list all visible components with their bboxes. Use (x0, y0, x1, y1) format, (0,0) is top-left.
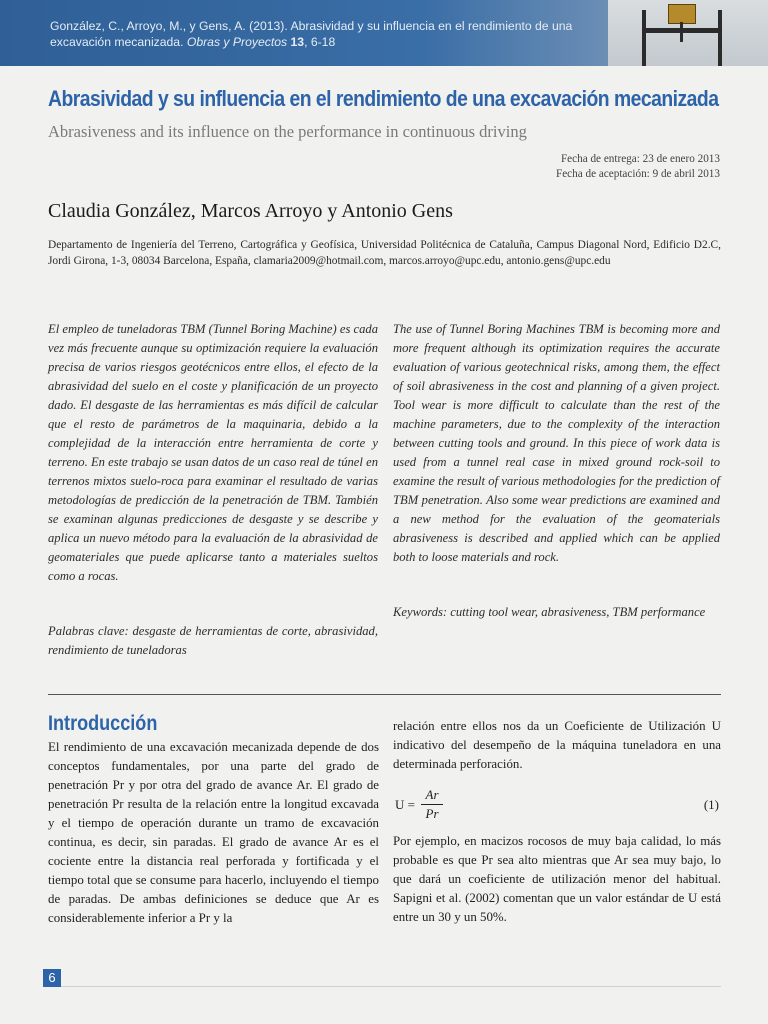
equation-lhs: U = (395, 797, 415, 812)
journal-pages: , 6-18 (304, 35, 336, 49)
journal-name: Obras y Proyectos (186, 35, 288, 49)
received-date: Fecha de entrega: 23 de enero 2013 (560, 153, 720, 165)
equation-fraction (421, 787, 443, 822)
keywords-english: Keywords: cutting tool wear, abrasiveness, TBM performance (393, 605, 706, 619)
abstract-english: The use of Tunnel Boring Machines TBM is becoming more and more frequent although its optimization requires the accurate evaluation of various geotechnical risks, among them, the effect of soil abrasiveness in the cost and planning of a given project. Tool wear is more difficult to calculate than the rest of the machine parameters, due to the complexity of the interaction between cutting tools and ground. In this piece of work data is used from a tunnel real case in mixed ground rock-soil to examine the result of various methodologies for the prediction of TBM penetration. Also some wear predictions are examined and a new method for the evaluation of the geomaterials abrasiveness is described and applied which can be applied both to loose materials and rock. (393, 322, 720, 564)
section-divider (48, 694, 721, 695)
journal-volume: 13 (290, 35, 305, 49)
keywords-spanish: Palabras clave: desgaste de herramientas de corte, abrasividad, rendimiento de tuneladoras (48, 624, 378, 657)
page-number: 6 (43, 969, 61, 987)
header-band (0, 0, 768, 66)
section-title-introduccion: Introducción (48, 712, 158, 735)
intro-paragraph-right-2: Por ejemplo, en macizos rocosos de muy baja calidad, lo más probable es que Pr sea alto mientras que Ar sea muy bajo, lo que dará un coeficiente de utilización menor del habitual. Sapigni et al. (2002) comentan que un valor estándar de U está entre un 30 y un 50%. (393, 834, 721, 924)
accepted-date: Fecha de aceptación: 9 de abril 2013 (555, 168, 720, 180)
fraction-bar (421, 804, 443, 805)
article-title-spanish: Abrasividad y su influencia en el rendimiento de una excavación mecanizada (48, 86, 719, 111)
header-photo-testing-rig (608, 0, 768, 66)
footer-rule (48, 986, 721, 987)
equation-number: (1) (703, 797, 719, 812)
author-list: Claudia González, Marcos Arroyo y Antonio Gens (48, 200, 453, 222)
citation-prefix: González, C., Arroyo, M., y Gens, A. (2013). Abrasividad y su influencia en el rendimiento de una excavación mecanizada. (50, 19, 573, 49)
intro-paragraph-right-1: relación entre ellos nos da un Coeficiente de Utilización U indicativo del desempeño de la máquina tuneladora en una determinada perforación. (393, 719, 721, 771)
abstract-spanish: El empleo de tuneladoras TBM (Tunnel Boring Machine) es cada vez más frecuente aunque su optimización requiere la evaluación precisa de varios riesgos geotécnicos entre ellos, el efecto de la abrasividad del suelo en el coste y planificación de un proyecto dado. El desgaste de las herramientas es más difícil de calcular que el resto de parámetros de la maquinaria, debido a la complejidad de la interacción entre herramienta de corte y terreno. En este trabajo se usan datos de un caso real de túnel en terrenos mixtos suelo-roca para examinar el resultado de varias metodologías de predicción de la penetración de TBM. También se examinan algunas predicciones de desgaste y se describe y aplica un nuevo método para la evaluación de la abrasividad de geomateriales que puede aplicarse tanto a materiales sueltos como a rocas. (48, 322, 378, 583)
article-title-english: Abrasiveness and its influence on the performance in continuous driving (48, 122, 527, 141)
equation-1 (395, 787, 721, 823)
author-affiliation: Departamento de Ingeniería del Terreno, Cartográfica y Geofísica, Universidad Politécnica de Cataluña, Campus Diagonal Nord, Edificio D2.C, Jordi Girona, 1-3, 08034 Barcelona, España, clamaria2009@hotmail.com, marcos.arroyo@upc.edu, antonio.gens@upc.edu (48, 239, 721, 267)
header-citation (50, 18, 610, 50)
submission-dates (556, 152, 720, 182)
equation-numerator: Ar (425, 787, 439, 802)
intro-paragraph-left: El rendimiento de una excavación mecanizada depende de dos conceptos fundamentales, por una parte del grado de penetración Pr y por otra del grado de avance Ar. El grado de penetración Pr resulta de la relación entre la longitud excavada y el tiempo de operación durante un tramo de excavación continua, es decir, sin paradas. El grado de avance Ar es el cociente entre la distancia real perforada y fortificada y el tiempo total que se consume para hacerlo, incluyendo el tiempo de paradas. De ambas definiciones se deduce que Ar es considerablemente inferior a Pr y la (48, 740, 379, 925)
equation-denominator: Pr (425, 806, 439, 821)
